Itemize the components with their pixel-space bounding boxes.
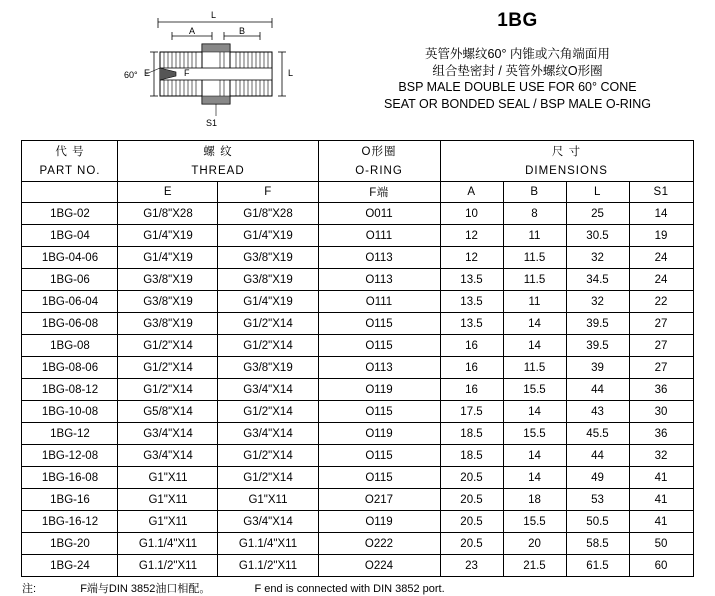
cell-dim-a: 18.5 <box>440 423 503 445</box>
title-block <box>330 6 715 112</box>
cell-dim-a: 13.5 <box>440 313 503 335</box>
cell-dim-s1: 36 <box>629 423 693 445</box>
cell-thread-e: G3/4"X14 <box>118 423 218 445</box>
footnote-label: 注: <box>22 583 37 595</box>
cell-thread-f: G1/2"X14 <box>218 335 318 357</box>
cell-dim-a: 18.5 <box>440 445 503 467</box>
cell-thread-f: G1/2"X14 <box>218 401 318 423</box>
cell-oring-fend: O217 <box>318 489 440 511</box>
cell-dim-l: 32 <box>566 247 629 269</box>
cell-dim-l: 39 <box>566 357 629 379</box>
header-part-cn: 代 号 <box>22 141 118 162</box>
cell-dim-s1: 24 <box>629 247 693 269</box>
header-part-en: PART NO. <box>22 161 118 182</box>
cell-thread-f: G1"X11 <box>218 489 318 511</box>
cell-oring-fend: O119 <box>318 379 440 401</box>
cell-part-no: 1BG-16-12 <box>22 511 118 533</box>
table-header-row-cn <box>22 141 693 162</box>
cell-oring-fend: O119 <box>318 423 440 445</box>
cell-dim-b: 14 <box>503 335 566 357</box>
cell-oring-fend: O115 <box>318 401 440 423</box>
cell-part-no: 1BG-24 <box>22 555 118 577</box>
table-header-row-en <box>22 161 693 182</box>
cell-thread-e: G1/4"X19 <box>118 225 218 247</box>
cell-dim-s1: 24 <box>629 269 693 291</box>
table-row <box>22 357 693 379</box>
cell-dim-b: 14 <box>503 401 566 423</box>
header-oring-cn: O形圈 <box>318 141 440 162</box>
cell-dim-s1: 41 <box>629 467 693 489</box>
table-row <box>22 445 693 467</box>
table-row <box>22 533 693 555</box>
description-line-4: SEAT OR BONDED SEAL / BSP MALE O-RING <box>384 96 651 111</box>
cell-thread-e: G3/8"X19 <box>118 313 218 335</box>
cell-thread-f: G3/4"X14 <box>218 423 318 445</box>
cell-dim-b: 15.5 <box>503 423 566 445</box>
cell-dim-l: 32 <box>566 291 629 313</box>
cell-oring-fend: O111 <box>318 225 440 247</box>
cell-part-no: 1BG-06-08 <box>22 313 118 335</box>
header-oring-en: O-RING <box>318 161 440 182</box>
table-row <box>22 313 693 335</box>
cell-thread-e: G3/8"X19 <box>118 269 218 291</box>
cell-dim-s1: 27 <box>629 335 693 357</box>
table-row <box>22 467 693 489</box>
table-row <box>22 489 693 511</box>
cell-oring-fend: O115 <box>318 335 440 357</box>
header-thread-en: THREAD <box>118 161 318 182</box>
cell-dim-l: 34.5 <box>566 269 629 291</box>
cell-dim-l: 39.5 <box>566 313 629 335</box>
label-60-degrees: 60° <box>124 70 138 80</box>
cell-dim-a: 20.5 <box>440 467 503 489</box>
cell-dim-a: 20.5 <box>440 489 503 511</box>
cell-dim-l: 50.5 <box>566 511 629 533</box>
cell-dim-l: 44 <box>566 379 629 401</box>
cell-dim-a: 16 <box>440 379 503 401</box>
cell-part-no: 1BG-04-06 <box>22 247 118 269</box>
cell-part-no: 1BG-16 <box>22 489 118 511</box>
label-B: B <box>239 26 246 36</box>
table-row <box>22 203 693 225</box>
cell-dim-s1: 41 <box>629 511 693 533</box>
cell-dim-l: 58.5 <box>566 533 629 555</box>
cell-dim-b: 15.5 <box>503 511 566 533</box>
cell-dim-a: 23 <box>440 555 503 577</box>
product-drawing <box>0 6 330 141</box>
cell-part-no: 1BG-06-04 <box>22 291 118 313</box>
table-body <box>22 203 693 577</box>
subheader-f: F <box>218 182 318 203</box>
cell-dim-a: 12 <box>440 225 503 247</box>
cell-part-no: 1BG-04 <box>22 225 118 247</box>
cell-dim-l: 39.5 <box>566 335 629 357</box>
table-row <box>22 511 693 533</box>
cell-thread-f: G1.1/4"X11 <box>218 533 318 555</box>
cell-dim-s1: 36 <box>629 379 693 401</box>
cell-thread-f: G1/4"X19 <box>218 291 318 313</box>
table-row <box>22 335 693 357</box>
cell-part-no: 1BG-02 <box>22 203 118 225</box>
cell-part-no: 1BG-08-06 <box>22 357 118 379</box>
cell-dim-s1: 30 <box>629 401 693 423</box>
cell-dim-s1: 14 <box>629 203 693 225</box>
cell-thread-e: G1/8"X28 <box>118 203 218 225</box>
cell-dim-l: 30.5 <box>566 225 629 247</box>
label-S1: S1 <box>206 118 218 128</box>
table-row <box>22 225 693 247</box>
header-dimensions-en: DIMENSIONS <box>440 161 693 182</box>
label-A: A <box>189 26 196 36</box>
cell-oring-fend: O222 <box>318 533 440 555</box>
subheader-e: E <box>118 182 218 203</box>
footnote-cn: F端与DIN 3852油口相配。 <box>80 583 211 595</box>
cell-dim-b: 11.5 <box>503 357 566 379</box>
subheader-b: B <box>503 182 566 203</box>
cell-thread-e: G3/4"X14 <box>118 445 218 467</box>
label-L: L <box>211 10 217 20</box>
cell-dim-a: 13.5 <box>440 269 503 291</box>
cell-dim-s1: 60 <box>629 555 693 577</box>
cell-dim-l: 49 <box>566 467 629 489</box>
cell-dim-b: 15.5 <box>503 379 566 401</box>
cell-thread-f: G1/2"X14 <box>218 467 318 489</box>
cell-part-no: 1BG-08 <box>22 335 118 357</box>
table-row <box>22 379 693 401</box>
cell-oring-fend: O115 <box>318 445 440 467</box>
cell-dim-l: 44 <box>566 445 629 467</box>
subheader-part <box>22 182 118 203</box>
description-line-3: BSP MALE DOUBLE USE FOR 60° CONE <box>398 80 637 94</box>
cell-dim-s1: 27 <box>629 313 693 335</box>
subheader-l: L <box>566 182 629 203</box>
cell-part-no: 1BG-12 <box>22 423 118 445</box>
cell-dim-a: 16 <box>440 357 503 379</box>
label-L-side: L <box>288 68 294 78</box>
cell-dim-b: 18 <box>503 489 566 511</box>
cell-dim-l: 61.5 <box>566 555 629 577</box>
cell-dim-l: 25 <box>566 203 629 225</box>
cell-oring-fend: O111 <box>318 291 440 313</box>
cell-part-no: 1BG-16-08 <box>22 467 118 489</box>
description-line-2: 组合垫密封 / 英管外螺纹O形圈 <box>432 63 603 78</box>
cell-part-no: 1BG-20 <box>22 533 118 555</box>
cell-dim-a: 20.5 <box>440 533 503 555</box>
cell-dim-b: 20 <box>503 533 566 555</box>
cell-thread-e: G1"X11 <box>118 511 218 533</box>
cell-dim-l: 53 <box>566 489 629 511</box>
page-title: 1BG <box>497 10 538 31</box>
cell-thread-e: G1"X11 <box>118 467 218 489</box>
table-row <box>22 269 693 291</box>
cell-thread-f: G1/4"X19 <box>218 225 318 247</box>
cell-dim-l: 45.5 <box>566 423 629 445</box>
cell-dim-a: 10 <box>440 203 503 225</box>
cell-thread-f: G3/8"X19 <box>218 247 318 269</box>
cell-oring-fend: O115 <box>318 313 440 335</box>
label-F: F <box>184 68 190 78</box>
cell-thread-e: G1/2"X14 <box>118 379 218 401</box>
cell-dim-a: 13.5 <box>440 291 503 313</box>
cell-oring-fend: O011 <box>318 203 440 225</box>
cell-oring-fend: O113 <box>318 357 440 379</box>
table-row <box>22 247 693 269</box>
footnote-en: F end is connected with DIN 3852 port. <box>254 583 445 595</box>
cell-dim-s1: 27 <box>629 357 693 379</box>
cell-dim-b: 14 <box>503 445 566 467</box>
cell-oring-fend: O224 <box>318 555 440 577</box>
cell-thread-e: G3/8"X19 <box>118 291 218 313</box>
cell-part-no: 1BG-12-08 <box>22 445 118 467</box>
cell-thread-f: G3/4"X14 <box>218 511 318 533</box>
cell-thread-f: G1/2"X14 <box>218 445 318 467</box>
cell-dim-s1: 41 <box>629 489 693 511</box>
cell-dim-a: 20.5 <box>440 511 503 533</box>
cell-oring-fend: O113 <box>318 269 440 291</box>
cell-dim-b: 11.5 <box>503 247 566 269</box>
table-subheader-row <box>22 182 693 203</box>
cell-thread-f: G1/8"X28 <box>218 203 318 225</box>
table-row <box>22 423 693 445</box>
cell-oring-fend: O113 <box>318 247 440 269</box>
specifications-table <box>21 140 693 577</box>
cell-dim-b: 14 <box>503 313 566 335</box>
cell-dim-b: 21.5 <box>503 555 566 577</box>
cell-part-no: 1BG-06 <box>22 269 118 291</box>
header-dimensions-cn: 尺 寸 <box>440 141 693 162</box>
cell-dim-b: 11.5 <box>503 269 566 291</box>
cell-dim-a: 17.5 <box>440 401 503 423</box>
table-row <box>22 291 693 313</box>
cell-dim-b: 8 <box>503 203 566 225</box>
cell-dim-b: 11 <box>503 225 566 247</box>
table-header <box>22 141 693 203</box>
cell-dim-b: 11 <box>503 291 566 313</box>
subheader-fend: F端 <box>318 182 440 203</box>
cell-thread-f: G1.1/2"X11 <box>218 555 318 577</box>
cell-thread-f: G3/4"X14 <box>218 379 318 401</box>
cell-dim-a: 16 <box>440 335 503 357</box>
cell-part-no: 1BG-10-08 <box>22 401 118 423</box>
header-thread-cn: 螺 纹 <box>118 141 318 162</box>
cell-thread-e: G1/4"X19 <box>118 247 218 269</box>
cell-thread-f: G1/2"X14 <box>218 313 318 335</box>
cell-dim-b: 14 <box>503 467 566 489</box>
cell-thread-e: G1/2"X14 <box>118 357 218 379</box>
cell-oring-fend: O115 <box>318 467 440 489</box>
cell-dim-s1: 32 <box>629 445 693 467</box>
cell-dim-s1: 50 <box>629 533 693 555</box>
cell-thread-f: G3/8"X19 <box>218 269 318 291</box>
cell-thread-e: G1"X11 <box>118 489 218 511</box>
cell-dim-l: 43 <box>566 401 629 423</box>
cell-thread-f: G3/8"X19 <box>218 357 318 379</box>
cell-thread-e: G1.1/2"X11 <box>118 555 218 577</box>
header <box>0 0 715 136</box>
cell-dim-a: 12 <box>440 247 503 269</box>
cell-thread-e: G1/2"X14 <box>118 335 218 357</box>
fitting-drawing-svg <box>120 6 320 136</box>
cell-oring-fend: O119 <box>318 511 440 533</box>
cell-thread-e: G5/8"X14 <box>118 401 218 423</box>
table-row <box>22 401 693 423</box>
subheader-a: A <box>440 182 503 203</box>
cell-dim-s1: 22 <box>629 291 693 313</box>
table-row <box>22 555 693 577</box>
cell-dim-s1: 19 <box>629 225 693 247</box>
cell-part-no: 1BG-08-12 <box>22 379 118 401</box>
cell-thread-e: G1.1/4"X11 <box>118 533 218 555</box>
label-E: E <box>144 68 151 78</box>
subheader-s1: S1 <box>629 182 693 203</box>
footnote <box>22 580 693 596</box>
description-line-1: 英管外螺纹60° 内锥或六角端面用 <box>425 47 610 61</box>
